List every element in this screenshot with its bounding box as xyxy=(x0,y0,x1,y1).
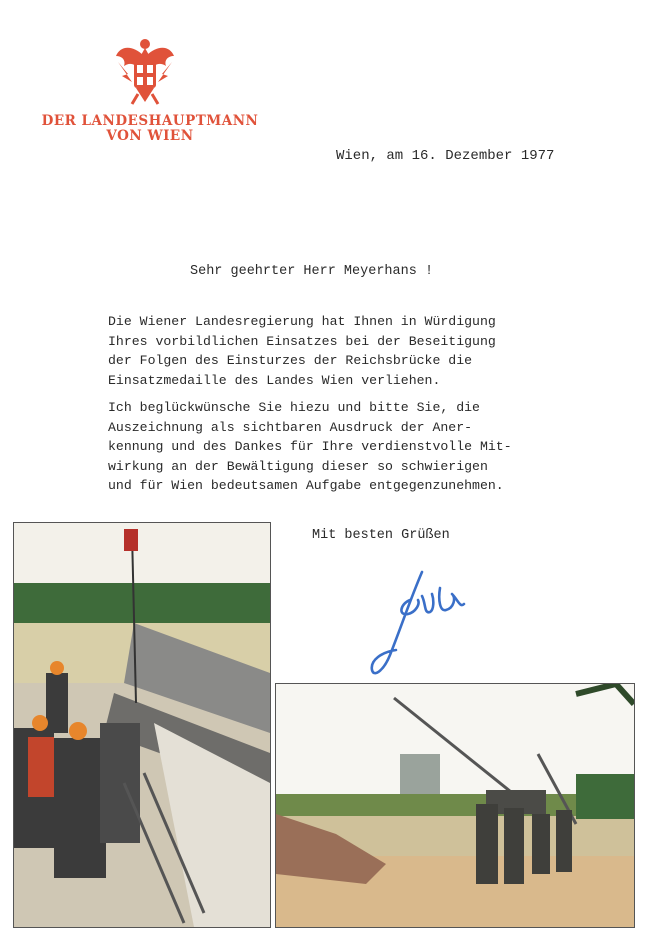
body-paragraph-2 xyxy=(108,398,568,496)
handwritten-signature xyxy=(360,560,480,690)
coat-of-arms-eagle-icon xyxy=(114,34,176,106)
body-line: wirkung an der Bewältigung dieser so schwierigen xyxy=(108,458,488,474)
body-line: Auszeichnung als sichtbaren Ausdruck der Aner- xyxy=(108,419,473,435)
body-line: Einsatzmedaille des Landes Wien verliehen. xyxy=(108,372,441,388)
salutation: Sehr geehrter Herr Meyerhans ! xyxy=(190,264,434,279)
body-line: Ihres vorbildlichen Einsatzes bei der Beseitigung xyxy=(108,333,496,349)
letterhead-title: DER LANDESHAUPTMANN xyxy=(41,113,259,129)
photo-crane-riverbank-image xyxy=(276,684,634,927)
body-paragraph-1 xyxy=(108,312,568,390)
photo-bridge-workers-image xyxy=(14,523,270,927)
photo-crane-riverbank xyxy=(275,683,635,928)
photo-bridge-workers xyxy=(13,522,271,928)
body-line: kennung und des Dankes für Ihre verdienstvolle Mit- xyxy=(108,439,512,455)
closing: Mit besten Grüßen xyxy=(312,528,450,543)
body-line: Die Wiener Landesregierung hat Ihnen in Würdigung xyxy=(108,314,496,329)
body-line: der Folgen des Einsturzes der Reichsbrücke die xyxy=(108,353,473,369)
body-line: Ich beglückwünsche Sie hiezu und bitte Sie, die xyxy=(108,400,480,415)
letter-date: Wien, am 16. Dezember 1977 xyxy=(336,148,555,164)
letterhead-subtitle: VON WIEN xyxy=(106,128,194,144)
body-line: und für Wien bedeutsamen Aufgabe entgegenzunehmen. xyxy=(108,478,504,494)
